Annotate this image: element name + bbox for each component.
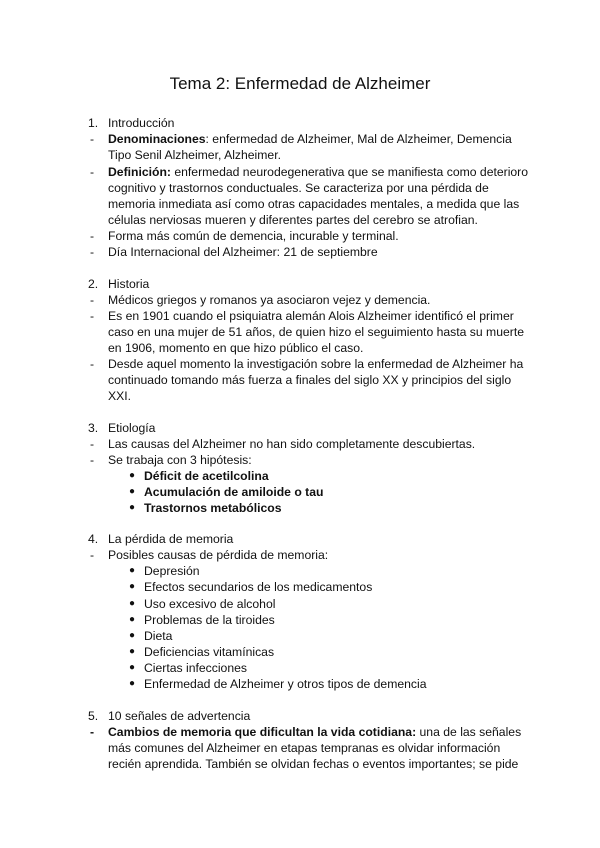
section-number: 2. (88, 277, 99, 291)
bullet-text: Déficit de acetilcolina (144, 469, 269, 483)
item-text: Forma más común de demencia, incurable y terminal. (108, 229, 399, 243)
dash-marker: - (90, 725, 95, 739)
item-text: enfermedad neurodegenerativa que se manifiesta como deterioro (170, 165, 529, 179)
item-text: : enfermedad de Alzheimer, Mal de Alzheimer, Demencia (205, 132, 512, 146)
dash-marker: - (90, 165, 95, 179)
item-text: Las causas del Alzheimer no han sido completamente descubiertas. (108, 437, 476, 451)
item-text: Tipo Senil Alzheimer, Alzheimer. (108, 148, 281, 162)
bullet-text: Enfermedad de Alzheimer y otros tipos de demencia (144, 677, 427, 691)
dash-marker: - (90, 229, 95, 243)
item-text: caso en una mujer de 51 años, de quien hizo el seguimiento hasta su muerte (108, 325, 524, 339)
section-title: Historia (108, 277, 150, 291)
section-title: Introducción (108, 116, 175, 130)
dash-marker: - (90, 132, 95, 146)
section-title: 10 señales de advertencia (108, 709, 251, 723)
item-text: Médicos griegos y romanos ya asociaron vejez y demencia. (108, 293, 431, 307)
term: Denominaciones (108, 132, 206, 146)
section-number: 4. (88, 532, 99, 546)
bullet-text: Depresión (144, 564, 200, 578)
section-title: La pérdida de memoria (108, 532, 234, 546)
term: Definición: (108, 165, 171, 179)
item-text: Posibles causas de pérdida de memoria: (108, 548, 329, 562)
item-text: recién aprendida. También se olvidan fechas o eventos importantes; se pide (108, 757, 519, 771)
bullet-text: Problemas de la tiroides (144, 613, 275, 627)
section-title: Etiología (108, 421, 156, 435)
item-text: más comunes del Alzheimer en etapas tempranas es olvidar información (108, 741, 501, 755)
bullet-icon: ● (129, 598, 136, 609)
item-text: Se trabaja con 3 hipótesis: (108, 453, 252, 467)
dash-marker: - (90, 293, 95, 307)
bullet-text: Trastornos metabólicos (144, 501, 282, 515)
item-text: Día Internacional del Alzheimer: 21 de septiembre (108, 245, 378, 259)
item-text: células nerviosas mueren y diferentes partes del cerebro se atrofian. (108, 213, 478, 227)
bullet-icon: ● (129, 678, 136, 689)
item-text: cognitivo y trastornos conductuales. Se caracteriza por una pérdida de (108, 181, 489, 195)
dash-marker: - (90, 453, 95, 467)
bullet-text: Efectos secundarios de los medicamentos (144, 580, 373, 594)
bullet-text: Ciertas infecciones (144, 661, 247, 675)
item-text: XXI. (108, 389, 132, 403)
section-number: 3. (88, 421, 99, 435)
bullet-icon: ● (129, 614, 136, 625)
bullet-icon: ● (129, 486, 136, 497)
item-text: en 1906, momento en que hizo público el caso. (108, 341, 364, 355)
bullet-icon: ● (129, 630, 136, 641)
bullet-text: Uso excesivo de alcohol (144, 597, 276, 611)
section-number: 5. (88, 709, 99, 723)
item-text: Es en 1901 cuando el psiquiatra alemán Alois Alzheimer identificó el primer (108, 309, 514, 323)
bullet-icon: ● (129, 581, 136, 592)
bullet-icon: ● (129, 646, 136, 657)
item-text: continuado tomando más fuerza a finales del siglo XX y principios del siglo (108, 373, 512, 387)
bullet-text: Acumulación de amiloide o tau (144, 485, 324, 499)
bullet-icon: ● (129, 502, 136, 513)
bullet-icon: ● (129, 470, 136, 481)
item-text: memoria inmediata así como otras capacidades mentales, a medida que las (108, 197, 520, 211)
bullet-text: Dieta (144, 629, 173, 643)
item-text: una de las señales (416, 725, 522, 739)
item-text: Desde aquel momento la investigación sobre la enfermedad de Alzheimer ha (108, 357, 524, 371)
bullet-icon: ● (129, 565, 136, 576)
bullet-icon: ● (129, 662, 136, 673)
dash-marker: - (90, 357, 95, 371)
page-title: Tema 2: Enfermedad de Alzheimer (169, 74, 431, 93)
dash-marker: - (90, 437, 95, 451)
section-number: 1. (88, 116, 99, 130)
dash-marker: - (90, 245, 95, 259)
term: Cambios de memoria que dificultan la vida cotidiana: (108, 725, 417, 739)
dash-marker: - (90, 548, 95, 562)
dash-marker: - (90, 309, 95, 323)
bullet-text: Deficiencias vitamínicas (144, 645, 275, 659)
